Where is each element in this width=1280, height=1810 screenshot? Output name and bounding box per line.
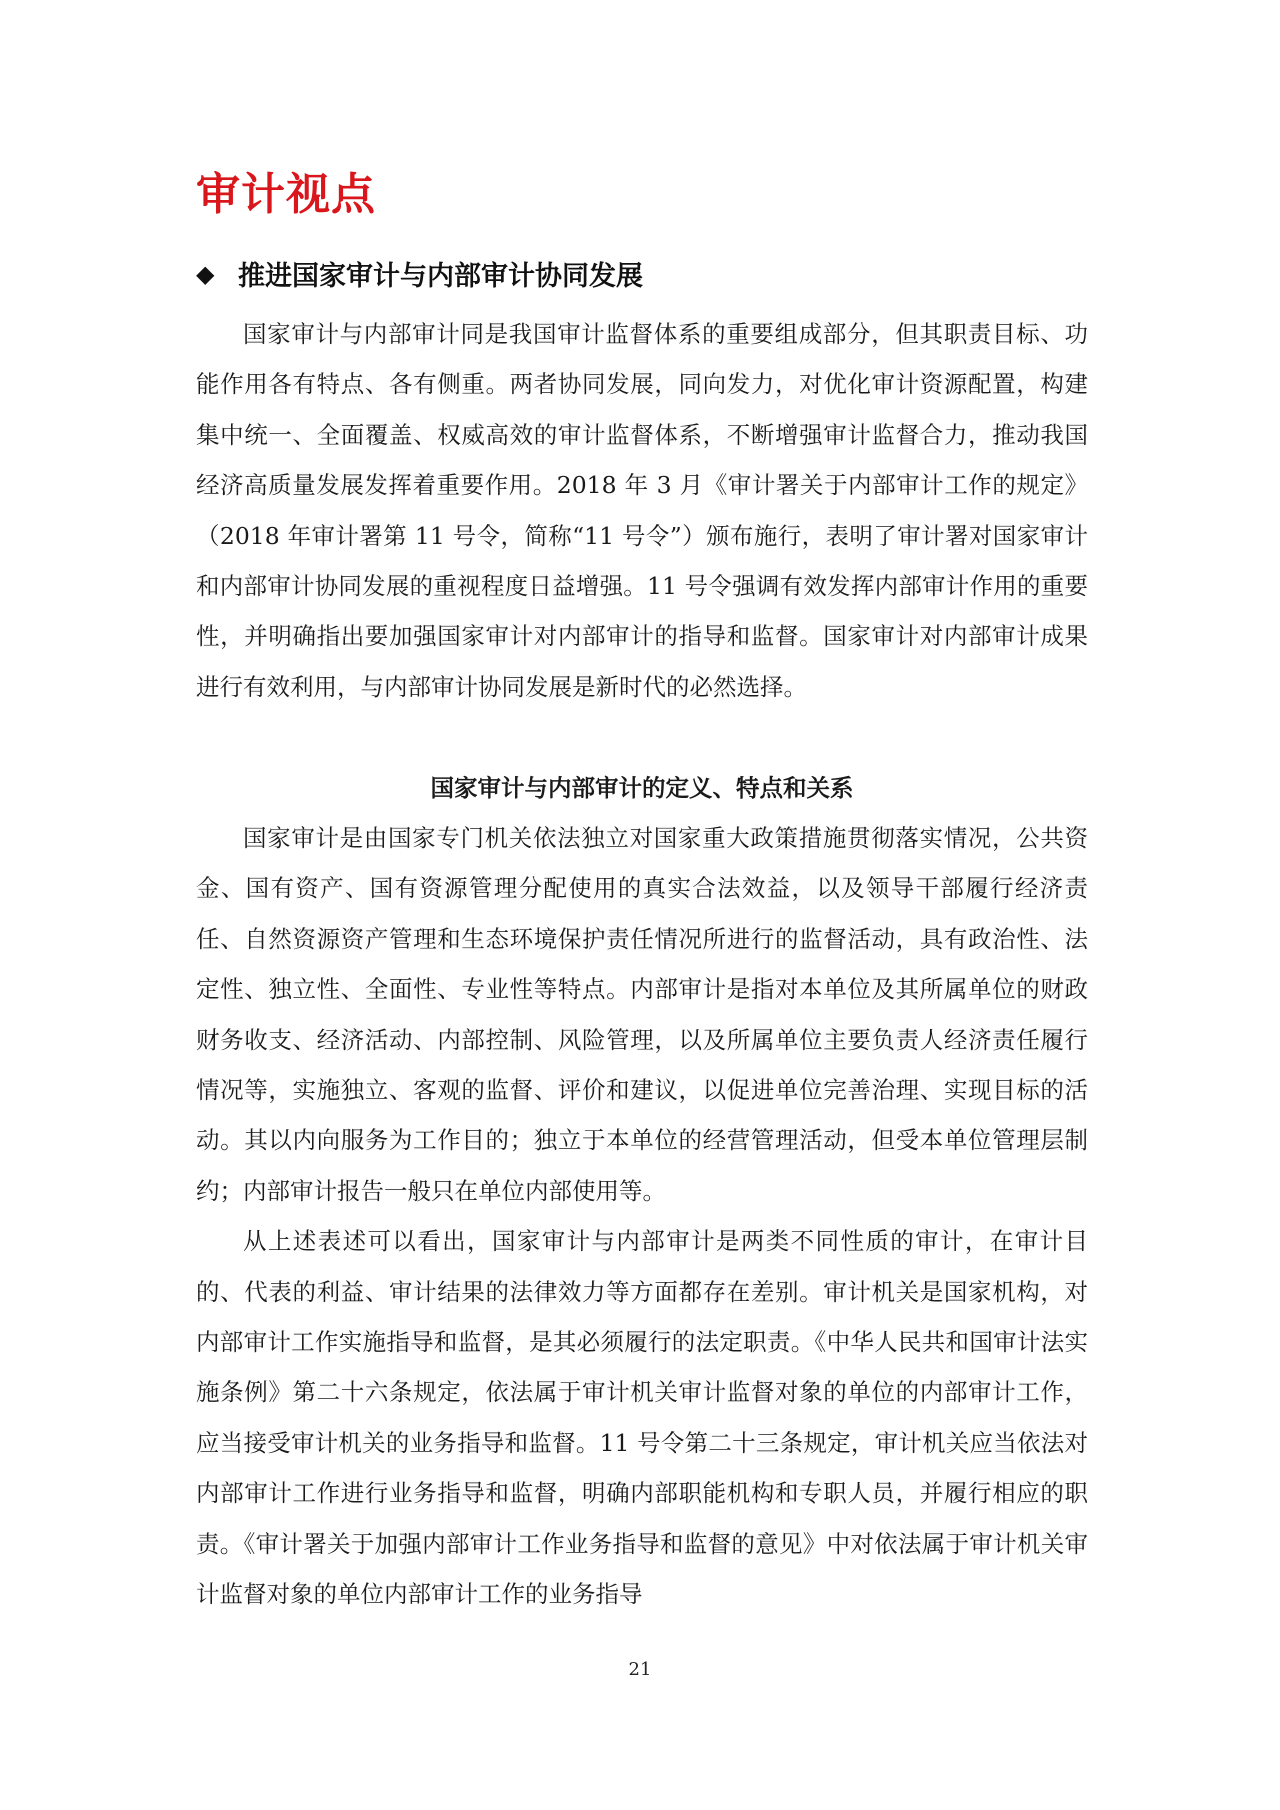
intro-text-block — [196, 309, 1088, 712]
section-title: 审计视点 — [196, 169, 376, 220]
intro-paragraph: 国家审计与内部审计同是我国审计监督体系的重要组成部分，但其职责目标、功能作用各有特点、各有侧重。两者协同发展，同向发力，对优化审计资源配置，构建集中统一、全面覆盖、权威高效的审计监督体系，不断增强审计监督合力，推动我国经济高质量发展发挥着重要作用。2018 年 3 月《审计署关于内部审计工作的规定》（2018 年审计署第 11 号令，简称“11 号令”）颁布施行，表明了审计署对国家审计和内部审计协同发展的重视程度日益增强。11 号令强调有效发挥内部审计作用的重要性，并明确指出要加强国家审计对内部审计的指导和监督。国家审计对内部审计成果进行有效利用，与内部审计协同发展是新时代的必然选择。 — [196, 320, 1088, 701]
body-paragraph: 从上述表述可以看出，国家审计与内部审计是两类不同性质的审计，在审计目的、代表的利益、审计结果的法律效力等方面都存在差别。审计机关是国家机构，对内部审计工作实施指导和监督，是其必须履行的法定职责。《中华人民共和国审计法实施条例》第二十六条规定，依法属于审计机关审计监督对象的单位的内部审计工作，应当接受审计机关的业务指导和监督。11 号令第二十三条规定，审计机关应当依法对内部审计工作进行业务指导和监督，明确内部职能机构和专职人员，并履行相应的职责。《审计署关于加强内部审计工作业务指导和监督的意见》中对依法属于审计机关审计监督对象的单位内部审计工作的业务指导 — [196, 1227, 1088, 1609]
subheading: 国家审计与内部审计的定义、特点和关系 — [430, 774, 854, 802]
main-text-block — [196, 813, 1088, 1620]
page-number: 21 — [628, 1659, 652, 1680]
body-paragraph: 国家审计是由国家专门机关依法独立对国家重大政策措施贯彻落实情况，公共资金、国有资产、国有资源管理分配使用的真实合法效益，以及领导干部履行经济责任、自然资源资产管理和生态环境保护责任情况所进行的监督活动，具有政治性、法定性、独立性、全面性、专业性等特点。内部审计是指对本单位及其所属单位的财政财务收支、经济活动、内部控制、风险管理，以及所属单位主要负责人经济责任履行情况等，实施独立、客观的监督、评价和建议，以促进单位完善治理、实现目标的活动。其以内向服务为工作目的；独立于本单位的经营管理活动，但受本单位管理层制约；内部审计报告一般只在单位内部使用等。 — [196, 824, 1088, 1205]
diamond-bullet-icon: ◆ — [196, 259, 215, 288]
article-heading-text: 推进国家审计与内部审计协同发展 — [238, 261, 643, 292]
article-heading — [196, 254, 643, 293]
